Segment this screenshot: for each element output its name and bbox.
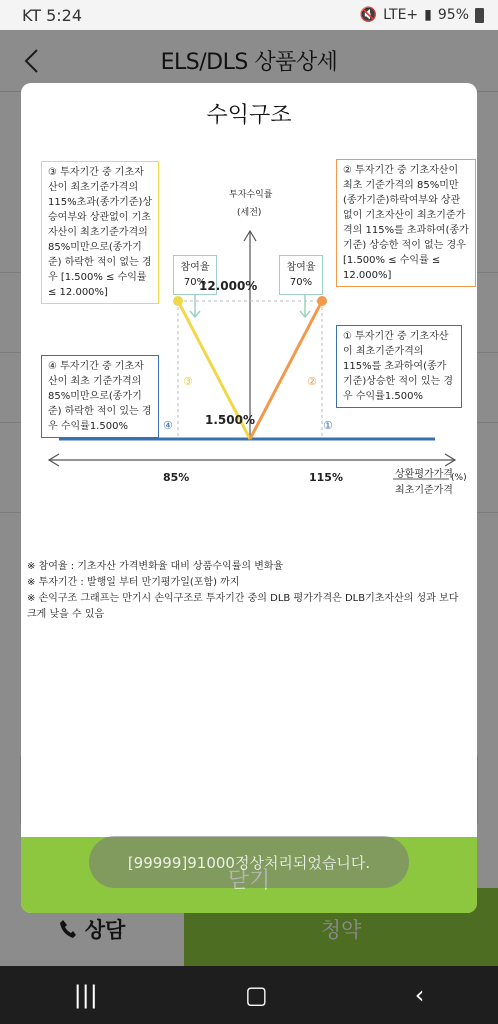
marker-4: ④: [163, 419, 173, 432]
marker-1: ①: [323, 419, 333, 432]
carrier-time: KT 5:24: [22, 5, 83, 25]
back-nav-icon[interactable]: ‹: [414, 981, 425, 1009]
y-axis-sublabel: (세전): [237, 208, 262, 218]
participation-left: 참여율 70%: [173, 255, 217, 295]
page-title: ELS/DLS 상품상세: [160, 50, 338, 75]
note-2: ※ 투자기간 : 발행일 부터 만기평가일(포함) 까지: [27, 577, 240, 588]
profit-structure-modal: [21, 83, 477, 913]
note-3: ※ 손익구조 그래프는 만기시 손익구조로 투자기간 중의 DLB 평가가격은 DLB기초자산의 성과 보다 크게 낮을 수 있음: [27, 593, 459, 620]
home-icon[interactable]: ▢: [244, 981, 268, 1009]
down-endpoint: [173, 296, 183, 306]
participation-right: 참여율 70%: [279, 255, 323, 295]
x-axis-numerator: 상환평가가격: [395, 469, 453, 480]
min-return-label: 1.500%: [205, 413, 255, 427]
chart-notes: [27, 559, 467, 623]
mute-icon: 🔇: [359, 7, 378, 23]
up-endpoint: [317, 296, 327, 306]
battery-icon: [475, 8, 484, 23]
network-type: LTE+: [383, 7, 419, 23]
subscribe-label: 청약: [320, 918, 362, 942]
case-4-box: ④ 투자기간 중 기초자산이 최초 기준가격의 85%미만으로(종가기준) 하락한 적이 있는 경우 수익률1.500%: [41, 355, 159, 438]
marker-2: ②: [307, 375, 317, 388]
signal-icon: ▮: [424, 7, 432, 23]
battery-percent: 95%: [437, 7, 469, 23]
status-icons: [360, 7, 484, 23]
modal-title: 수익구조: [206, 102, 292, 128]
y-axis-label: 투자수익률: [229, 190, 273, 200]
status-bar: [0, 0, 498, 30]
x-tick-115: 115%: [309, 471, 343, 484]
case-3-box: ③ 투자기간 중 기초자산이 최초기준가격의 115%초과(종가기준)상승여부와 상관없이 기초자산이 최초기준가격의 85%미만으로(종가기준) 하락한 적이 없는 경우 [1.500% ≤ 수익률 ≤ 12.000%]: [41, 161, 159, 304]
system-nav-bar: [0, 966, 498, 1024]
payoff-line-up: [250, 301, 322, 439]
max-return-label: 12.000%: [199, 279, 258, 293]
toast-message: [99999]91000정상처리되었습니다.: [89, 836, 409, 888]
x-axis-unit: (%): [451, 473, 467, 483]
x-axis-denominator: 최초기준가격: [395, 485, 453, 496]
profit-structure-chart: [21, 149, 477, 620]
case-1-box: ① 투자기간 중 기초자산이 최초기준가격의 115%를 초과하여(종가기준)상승한 적이 있는 경우 수익률1.500%: [336, 325, 462, 408]
case-2-box: ② 투자기간 중 기초자산이 최초 기준가격의 85%미만(종가기준)하락여부와 상관없이 기초자산이 최초기준가격의 115%를 초과하여(종가기준) 상승한 적이 없는 경우 [1.500% ≤ 수익률 ≤ 12.000%]: [336, 159, 476, 287]
note-1: ※ 참여율 : 기초자산 가격변화율 대비 상품수익률의 변화율: [27, 561, 284, 572]
recent-apps-icon[interactable]: |||: [73, 981, 98, 1009]
consult-label: 상담: [84, 918, 126, 942]
x-tick-85: 85%: [163, 471, 190, 484]
marker-3: ③: [183, 375, 193, 388]
